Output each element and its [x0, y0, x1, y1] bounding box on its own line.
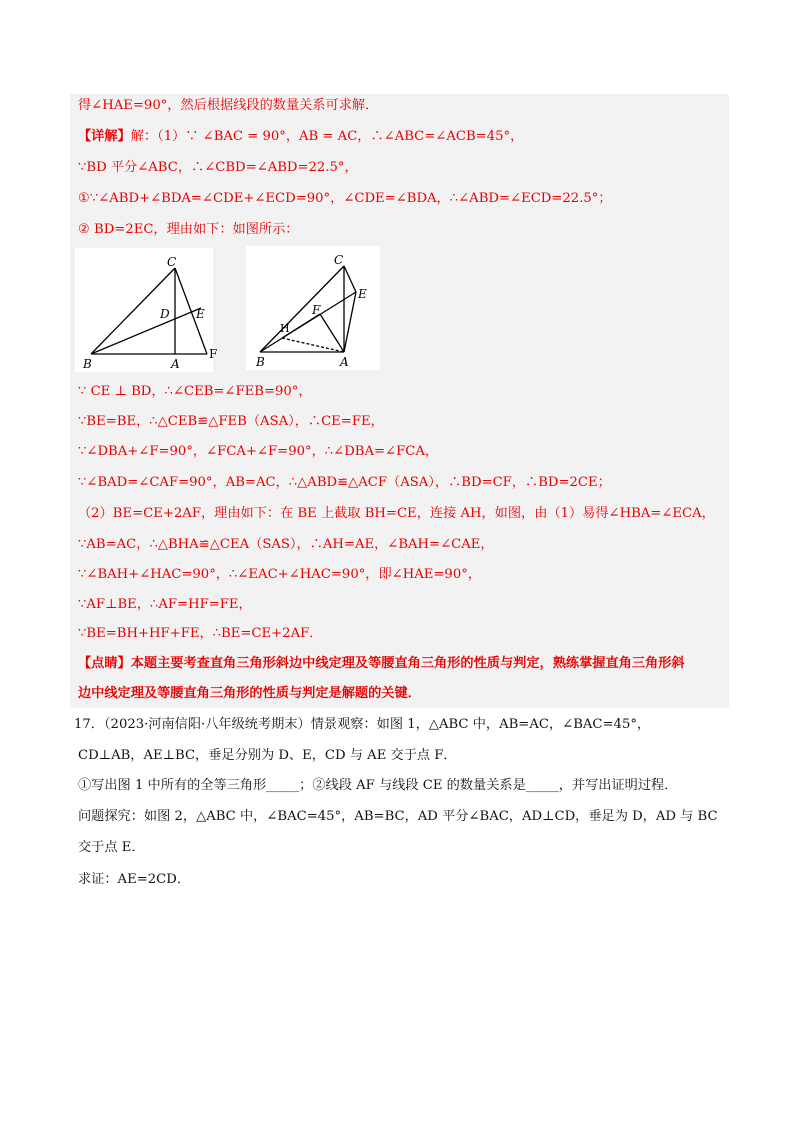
- fig2-segment-bc: [260, 266, 344, 352]
- fig1-segment-be: [91, 308, 201, 354]
- fig2-segment-af: [320, 314, 344, 352]
- comment-line-2: 边中线定理及等腰直角三角形的性质与判定是解题的关键．: [78, 686, 421, 701]
- problem-line-3: ①写出图 1 中所有的全等三角形_____；②线段 AF 与线段 CE 的数量关系是_____，并写出证明过程．: [78, 778, 678, 793]
- fig1-label-d: D: [160, 307, 170, 321]
- solution-line-11: ∵AB=AC，∴△BHA≌△CEA（SAS），∴AH=AE，∠BAH=∠CAE，: [78, 537, 494, 552]
- problem-line-6: 求证：AE=2CD．: [78, 872, 191, 887]
- solution-line-6: ∵ CE ⊥ BD，∴∠CEB=∠FEB=90°，: [78, 384, 312, 399]
- comment-text-1: 本题主要考查直角三角形斜边中线定理及等腰直角三角形的性质与判定，熟练掌握直角三角形斜: [130, 656, 685, 671]
- fig2-label-e: E: [358, 287, 367, 301]
- solution-line-14: ∵BE=BH+HF+FE，∴BE=CE+2AF．: [78, 626, 323, 641]
- figure-2: [246, 246, 380, 370]
- fig1-label-a: A: [171, 357, 180, 371]
- fig2-segment-ha: [282, 338, 344, 352]
- problem-line-4: 问题探究：如图 2，△ABC 中，∠BAC=45°，AB=BC，AD 平分∠BAC，AD⊥CD，垂足为 D，AD 与 BC: [78, 809, 718, 824]
- figure-1: [75, 248, 218, 372]
- solution-line-9: ∵∠BAD=∠CAF=90°，AB=AC，∴△ABD≌△ACF（ASA），∴BD=CF，∴BD=2CE；: [78, 475, 611, 490]
- solution-line-5: ② BD=2EC，理由如下：如图所示：: [78, 222, 299, 237]
- fig2-label-h: H: [280, 322, 290, 335]
- solution-line-7: ∵BE=BE，∴△CEB≌△FEB（ASA），∴CE=FE，: [78, 414, 384, 429]
- fig1-label-f: F: [209, 347, 218, 361]
- fig2-label-b: B: [256, 355, 265, 369]
- fig1-label-e: E: [196, 307, 205, 321]
- comment-tag: 【点睛】: [78, 656, 131, 671]
- fig1-label-b: B: [83, 357, 92, 371]
- comment-line-1: [78, 654, 685, 674]
- figure-2-drawing: [246, 246, 380, 370]
- fig2-segment-ce: [344, 266, 356, 292]
- problem-line-5: 交于点 E．: [78, 840, 145, 855]
- figure-1-drawing: [75, 248, 218, 372]
- solution-line-8: ∵∠DBA+∠F=90°，∠FCA+∠F=90°，∴∠DBA=∠FCA，: [78, 444, 439, 459]
- solution-line-10: （2）BE=CE+2AF，理由如下：在 BE 上截取 BH=CE，连接 AH，如图，由（1）易得∠HBA=∠ECA，: [78, 506, 715, 521]
- problem-line-1: 17．（2023·河南信阳·八年级统考期末）情景观察：如图 1，△ABC 中，AB=AC，∠BAC=45°，: [74, 717, 651, 732]
- detail-tag: 【详解】: [78, 129, 131, 144]
- solution-line-12: ∵∠BAH+∠HAC=90°，∴∠EAC+∠HAC=90°，即∠HAE=90°，: [78, 567, 481, 582]
- solution-line-13: ∵AF⊥BE，∴AF=HF=FE，: [78, 597, 252, 612]
- solution-line-2-text: 解：（1）∵ ∠BAC = 90°，AB = AC，∴∠ABC=∠ACB=45°，: [130, 129, 524, 144]
- fig2-label-c: C: [334, 253, 344, 267]
- solution-line-1: 得∠HAE=90°，然后根据线段的数量关系可求解．: [78, 98, 379, 113]
- problem-line-2: CD⊥AB，AE⊥BC，垂足分别为 D、E，CD 与 AE 交于点 F．: [78, 748, 457, 763]
- solution-line-2: [78, 127, 523, 147]
- solution-line-3: ∵BD 平分∠ABC，∴∠CBD=∠ABD=22.5°，: [78, 160, 358, 175]
- fig1-label-c: C: [167, 255, 177, 269]
- fig2-label-f: F: [312, 303, 321, 317]
- fig2-segment-ae: [344, 292, 356, 352]
- solution-line-4: ①∵∠ABD+∠BDA=∠CDE+∠ECD=90°，∠CDE=∠BDA，∴∠ABD=∠ECD=22.5°；: [78, 191, 612, 206]
- fig2-label-a: A: [340, 355, 349, 369]
